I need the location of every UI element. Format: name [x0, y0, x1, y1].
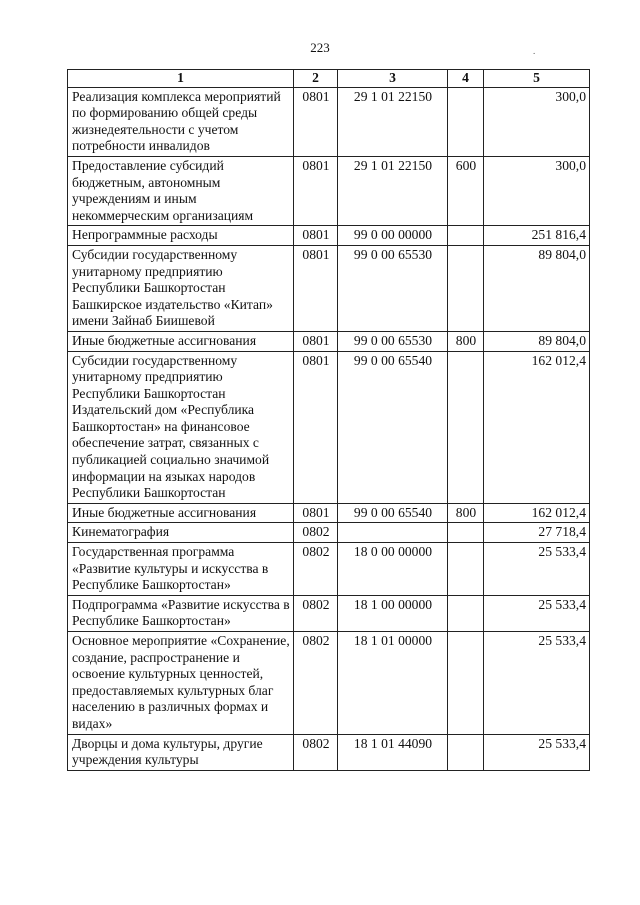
page-number: 223: [310, 40, 330, 55]
row-name: Субсидии государственному унитарному предприятию Республики Башкортостан Башкирское издательство «Китап» имени Зайнаб Биишевой: [68, 245, 294, 331]
row-type: [448, 595, 484, 631]
row-code: 99 0 00 65540: [338, 351, 448, 503]
header-col-2: 2: [294, 70, 338, 88]
row-section: 0802: [294, 734, 338, 770]
corner-mark: .: [533, 46, 536, 56]
row-code: 99 0 00 65530: [338, 245, 448, 331]
table-row: [68, 331, 590, 351]
row-amount: 300,0: [484, 87, 590, 156]
row-name: Государственная программа «Развитие культуры и искусства в Республике Башкортостан»: [68, 543, 294, 596]
row-section: 0801: [294, 503, 338, 523]
row-type: [448, 245, 484, 331]
row-code: 18 1 00 00000: [338, 595, 448, 631]
row-code: [338, 523, 448, 543]
row-amount: 162 012,4: [484, 503, 590, 523]
row-name: Подпрограмма «Развитие искусства в Республике Башкортостан»: [68, 595, 294, 631]
header-col-1: 1: [68, 70, 294, 88]
table-row: [68, 523, 590, 543]
row-name: Реализация комплекса мероприятий по формированию общей среды жизнедеятельности с учетом потребности инвалидов: [68, 87, 294, 156]
row-amount: 89 804,0: [484, 245, 590, 331]
row-type: 800: [448, 331, 484, 351]
table-row: [68, 245, 590, 331]
row-section: 0801: [294, 87, 338, 156]
table-row: [68, 156, 590, 225]
budget-table: [67, 69, 590, 771]
row-code: 99 0 00 00000: [338, 226, 448, 246]
table-row: [68, 226, 590, 246]
table-row: [68, 632, 590, 735]
row-section: 0801: [294, 156, 338, 225]
row-name: Основное мероприятие «Сохранение, создание, распространение и освоение культурных ценностей, предоставляемых культурных благ населению в различных формах и видах»: [68, 632, 294, 735]
row-section: 0801: [294, 351, 338, 503]
row-section: 0802: [294, 595, 338, 631]
table-row: [68, 543, 590, 596]
row-type: 600: [448, 156, 484, 225]
row-type: [448, 87, 484, 156]
row-amount: 25 533,4: [484, 632, 590, 735]
row-section: 0802: [294, 523, 338, 543]
row-section: 0801: [294, 226, 338, 246]
row-name: Дворцы и дома культуры, другие учреждения культуры: [68, 734, 294, 770]
row-name: Иные бюджетные ассигнования: [68, 503, 294, 523]
row-name: Кинематография: [68, 523, 294, 543]
row-name: Предоставление субсидий бюджетным, автономным учреждениям и иным некоммерческим организациям: [68, 156, 294, 225]
row-name: Непрограммные расходы: [68, 226, 294, 246]
row-code: 29 1 01 22150: [338, 156, 448, 225]
row-amount: 300,0: [484, 156, 590, 225]
row-type: [448, 351, 484, 503]
row-amount: 251 816,4: [484, 226, 590, 246]
row-type: [448, 632, 484, 735]
row-code: 18 1 01 44090: [338, 734, 448, 770]
table-row: [68, 87, 590, 156]
row-amount: 25 533,4: [484, 734, 590, 770]
header-col-5: 5: [484, 70, 590, 88]
header-col-3: 3: [338, 70, 448, 88]
row-amount: 89 804,0: [484, 331, 590, 351]
row-type: 800: [448, 503, 484, 523]
row-type: [448, 543, 484, 596]
row-type: [448, 734, 484, 770]
header-col-4: 4: [448, 70, 484, 88]
row-name: Иные бюджетные ассигнования: [68, 331, 294, 351]
row-type: [448, 226, 484, 246]
table-row: [68, 595, 590, 631]
header-row: [68, 70, 590, 88]
row-amount: 162 012,4: [484, 351, 590, 503]
row-code: 99 0 00 65530: [338, 331, 448, 351]
row-name: Субсидии государственному унитарному предприятию Республики Башкортостан Издательский дом «Республика Башкортостан» на финансовое обеспечение затрат, связанных с публикацией социально значимой информации на языках народов Республики Башкортостан: [68, 351, 294, 503]
table-row: [68, 351, 590, 503]
row-section: 0802: [294, 632, 338, 735]
row-section: 0801: [294, 245, 338, 331]
row-amount: 27 718,4: [484, 523, 590, 543]
row-code: 18 0 00 00000: [338, 543, 448, 596]
row-section: 0802: [294, 543, 338, 596]
table-body: [68, 87, 590, 770]
table-row: [68, 734, 590, 770]
row-amount: 25 533,4: [484, 543, 590, 596]
row-amount: 25 533,4: [484, 595, 590, 631]
row-type: [448, 523, 484, 543]
row-code: 99 0 00 65540: [338, 503, 448, 523]
row-code: 29 1 01 22150: [338, 87, 448, 156]
row-section: 0801: [294, 331, 338, 351]
row-code: 18 1 01 00000: [338, 632, 448, 735]
table-row: [68, 503, 590, 523]
